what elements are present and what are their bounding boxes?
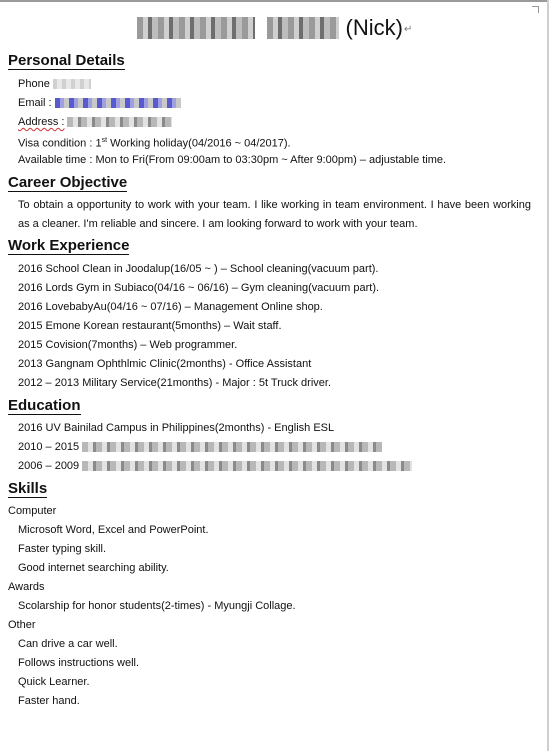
- education-item: 2006 – 2009: [18, 460, 80, 472]
- skill-item: Good internet searching ability.: [18, 562, 169, 574]
- work-item: 2016 Lords Gym in Subiaco(04/16 ~ 06/16) – Gym cleaning(vacuum part).: [18, 282, 380, 294]
- skills-awards-label: Awards: [8, 581, 45, 593]
- work-item: 2015 Covision(7months) – Web programmer.: [18, 339, 238, 351]
- redacted-email: [55, 98, 181, 108]
- redacted-phone: [53, 79, 91, 89]
- email-label: Email :: [18, 97, 52, 109]
- available-time: Available time : Mon to Fri(From 09:00am to 03:30pm ~ After 9:00pm) – adjustable time.: [18, 154, 447, 166]
- other-skill-item: Faster hand.: [18, 695, 80, 707]
- skills-other-label: Other: [8, 619, 36, 631]
- heading-career-objective: Career Objective: [8, 174, 128, 191]
- address-label: Address :: [18, 116, 65, 128]
- nickname: (Nick): [345, 15, 403, 40]
- heading-education: Education: [8, 397, 81, 414]
- work-item: 2016 School Clean in Joodalup(16/05 ~ ) – School cleaning(vacuum part).: [18, 263, 379, 275]
- other-skill-item: Follows instructions well.: [18, 657, 140, 669]
- visa-post: Working holiday(04/2016 ~ 04/2017).: [107, 137, 291, 150]
- phone-line: [18, 77, 91, 91]
- career-objective-text: To obtain a opportunity to work with your team. I like working in team environment. I have been working as a cleaner. I'm reliable and sincere. I am looking forward to work with your team.: [18, 199, 531, 230]
- work-item: 2012 – 2013 Military Service(21months) - Major : 5t Truck driver.: [18, 377, 332, 389]
- education-item-row: [18, 440, 382, 454]
- visa-pre: 1: [92, 137, 102, 150]
- skill-item: Faster typing skill.: [18, 543, 107, 555]
- redacted-education: [82, 461, 412, 471]
- heading-personal-details: Personal Details: [8, 52, 125, 69]
- heading-work-experience: Work Experience: [8, 237, 130, 254]
- name-line: [0, 15, 549, 45]
- paragraph-mark-icon: ↵: [403, 24, 413, 36]
- visa-label: Visa condition :: [18, 137, 93, 150]
- margin-corner-mark: [532, 6, 539, 13]
- redacted-address: [67, 117, 172, 127]
- phone-label: Phone: [18, 78, 50, 90]
- redacted-last-name: [267, 17, 339, 39]
- visa-line: [18, 134, 291, 151]
- work-item: 2016 LovebabyAu(04/16 ~ 07/16) – Management Online shop.: [18, 301, 323, 313]
- page-top-edge: [0, 0, 549, 2]
- heading-skills: Skills: [8, 480, 48, 497]
- redacted-education: [82, 442, 382, 452]
- visa-sup: st: [101, 137, 108, 144]
- education-item: 2016 UV Bainilad Campus in Philippines(2months) - English ESL: [18, 422, 335, 434]
- education-item: 2010 – 2015: [18, 441, 80, 453]
- skills-computer-label: Computer: [8, 505, 57, 517]
- address-line: [18, 115, 172, 129]
- work-item: 2013 Gangnam Ophthlmic Clinic(2months) - Office Assistant: [18, 358, 312, 370]
- other-skill-item: Quick Learner.: [18, 676, 90, 688]
- other-skill-item: Can drive a car well.: [18, 638, 118, 650]
- email-line: [18, 96, 181, 110]
- education-item-row: [18, 459, 412, 473]
- work-item: 2015 Emone Korean restaurant(5months) – Wait staff.: [18, 320, 282, 332]
- skill-item: Microsoft Word, Excel and PowerPoint.: [18, 524, 209, 536]
- redacted-first-name: [137, 17, 255, 39]
- award-item: Scolarship for honor students(2-times) - Myungji Collage.: [18, 600, 296, 612]
